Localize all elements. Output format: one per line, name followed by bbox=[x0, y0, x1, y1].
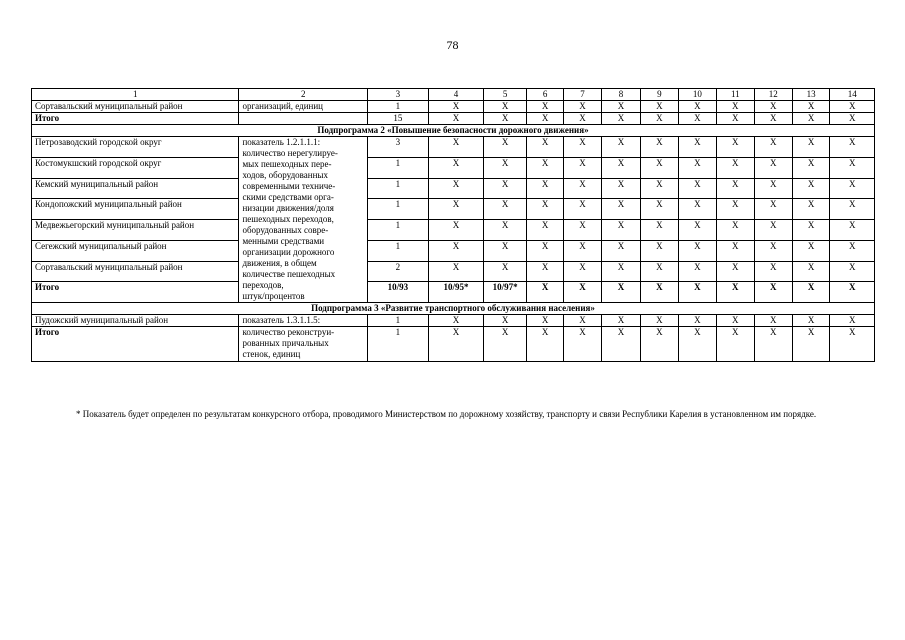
value-cell: X bbox=[792, 220, 829, 241]
value-cell: X bbox=[754, 137, 792, 158]
total-label: Итого bbox=[32, 113, 239, 125]
total-label: Итого bbox=[32, 282, 239, 303]
value-cell: X bbox=[564, 137, 601, 158]
table-row bbox=[32, 101, 875, 113]
district-name: Костомукшский городской округ bbox=[32, 157, 239, 178]
value-cell: X bbox=[564, 327, 601, 362]
value-cell: X bbox=[641, 199, 678, 220]
value-cell: X bbox=[678, 101, 716, 113]
value-cell: X bbox=[792, 199, 829, 220]
value-cell: X bbox=[428, 315, 484, 327]
value-cell: X bbox=[564, 315, 601, 327]
table-body bbox=[32, 89, 875, 362]
value-cell: X bbox=[717, 178, 754, 199]
value-cell: 1 bbox=[367, 327, 428, 362]
value-cell: X bbox=[601, 282, 640, 303]
value-cell: X bbox=[754, 101, 792, 113]
table-row bbox=[32, 157, 875, 178]
district-name: Пудожский муниципальный район bbox=[32, 315, 239, 327]
value-cell: X bbox=[678, 113, 716, 125]
indicator-line: количество нерегулируе- bbox=[242, 148, 338, 158]
value-cell: X bbox=[641, 315, 678, 327]
value-cell: 1 bbox=[367, 157, 428, 178]
value-cell: X bbox=[678, 240, 716, 261]
value-cell: X bbox=[717, 220, 754, 241]
value-cell: X bbox=[601, 240, 640, 261]
value-cell: 1 bbox=[367, 101, 428, 113]
value-cell: X bbox=[830, 101, 875, 113]
indicator-line: движения, в общем bbox=[242, 258, 317, 268]
value-cell: X bbox=[792, 240, 829, 261]
value-cell: X bbox=[526, 178, 563, 199]
value-cell: X bbox=[526, 137, 563, 158]
indicator-line: низации движения/доля bbox=[242, 203, 334, 213]
indicator-line: пешеходных переходов, bbox=[242, 214, 334, 224]
indicator-line: скими средствами орга- bbox=[242, 192, 334, 202]
value-cell: X bbox=[678, 220, 716, 241]
value-cell: X bbox=[641, 113, 678, 125]
value-cell: 1 bbox=[367, 199, 428, 220]
value-cell: X bbox=[484, 113, 527, 125]
value-cell: X bbox=[754, 261, 792, 282]
value-cell: X bbox=[792, 178, 829, 199]
value-cell: X bbox=[830, 315, 875, 327]
column-header: 14 bbox=[830, 89, 875, 101]
value-cell: X bbox=[601, 137, 640, 158]
value-cell: X bbox=[526, 157, 563, 178]
column-header: 6 bbox=[526, 89, 563, 101]
value-cell: 1 bbox=[367, 315, 428, 327]
value-cell: X bbox=[830, 261, 875, 282]
value-cell: X bbox=[601, 220, 640, 241]
value-cell: X bbox=[526, 327, 563, 362]
value-cell: X bbox=[526, 282, 563, 303]
indicator-cell: организаций, единиц bbox=[239, 101, 368, 113]
value-cell: X bbox=[484, 101, 527, 113]
indicator-line: количестве пешеходных bbox=[242, 269, 336, 279]
column-header: 10 bbox=[678, 89, 716, 101]
value-cell: X bbox=[678, 157, 716, 178]
value-cell: 10/97* bbox=[484, 282, 527, 303]
value-cell: X bbox=[484, 178, 527, 199]
table-row bbox=[32, 261, 875, 282]
value-cell: X bbox=[717, 261, 754, 282]
value-cell: X bbox=[717, 157, 754, 178]
value-cell: 3 bbox=[367, 137, 428, 158]
value-cell: X bbox=[526, 220, 563, 241]
value-cell: X bbox=[526, 101, 563, 113]
indicator-description bbox=[239, 137, 368, 303]
value-cell: X bbox=[830, 157, 875, 178]
column-header: 12 bbox=[754, 89, 792, 101]
value-cell: X bbox=[792, 261, 829, 282]
table-row bbox=[32, 220, 875, 241]
page-number: 78 bbox=[446, 38, 459, 52]
column-header: 3 bbox=[367, 89, 428, 101]
value-cell: X bbox=[717, 315, 754, 327]
indicator-cell bbox=[239, 113, 368, 125]
value-cell: X bbox=[564, 261, 601, 282]
value-cell: X bbox=[830, 327, 875, 362]
value-cell: X bbox=[717, 101, 754, 113]
value-cell: X bbox=[428, 261, 484, 282]
value-cell: X bbox=[526, 261, 563, 282]
value-cell: X bbox=[678, 199, 716, 220]
indicator-line: оборудованных совре- bbox=[242, 225, 329, 235]
section-title: Подпрограмма 3 «Развитие транспортного обслуживания населения» bbox=[32, 303, 875, 315]
section-row bbox=[32, 303, 875, 315]
column-header: 9 bbox=[641, 89, 678, 101]
value-cell: X bbox=[484, 261, 527, 282]
column-header: 5 bbox=[484, 89, 527, 101]
column-header: 7 bbox=[564, 89, 601, 101]
value-cell: X bbox=[526, 240, 563, 261]
value-cell: X bbox=[564, 113, 601, 125]
indicator-line: количество реконструи- bbox=[242, 327, 335, 337]
value-cell: X bbox=[641, 101, 678, 113]
indicators-table bbox=[31, 88, 875, 362]
value-cell: X bbox=[792, 282, 829, 303]
value-cell: X bbox=[792, 101, 829, 113]
value-cell: X bbox=[754, 240, 792, 261]
value-cell: X bbox=[601, 178, 640, 199]
indicator-line: современными техниче- bbox=[242, 181, 336, 191]
value-cell: X bbox=[564, 282, 601, 303]
value-cell: X bbox=[428, 137, 484, 158]
value-cell: X bbox=[717, 282, 754, 303]
value-cell: X bbox=[564, 220, 601, 241]
value-cell: 1 bbox=[367, 220, 428, 241]
value-cell: X bbox=[717, 113, 754, 125]
indicator-line: стенок, единиц bbox=[242, 349, 301, 359]
section-row bbox=[32, 125, 875, 137]
value-cell: X bbox=[601, 113, 640, 125]
value-cell: X bbox=[641, 137, 678, 158]
value-cell: X bbox=[564, 157, 601, 178]
value-cell: X bbox=[641, 282, 678, 303]
value-cell: X bbox=[641, 261, 678, 282]
value-cell: X bbox=[717, 137, 754, 158]
district-name: Сегежский муниципальный район bbox=[32, 240, 239, 261]
value-cell: X bbox=[678, 261, 716, 282]
value-cell: X bbox=[754, 113, 792, 125]
value-cell: X bbox=[678, 178, 716, 199]
value-cell: X bbox=[601, 261, 640, 282]
district-name: Кемский муниципальный район bbox=[32, 178, 239, 199]
value-cell: X bbox=[484, 137, 527, 158]
value-cell: X bbox=[564, 240, 601, 261]
total-row bbox=[32, 113, 875, 125]
value-cell: 2 bbox=[367, 261, 428, 282]
value-cell: X bbox=[717, 327, 754, 362]
value-cell: X bbox=[717, 240, 754, 261]
district-name: Медвежьегорский муниципальный район bbox=[32, 220, 239, 241]
value-cell: X bbox=[830, 220, 875, 241]
value-cell: X bbox=[641, 157, 678, 178]
value-cell: X bbox=[564, 101, 601, 113]
value-cell: X bbox=[830, 282, 875, 303]
district-name: Кондопожский муниципальный район bbox=[32, 199, 239, 220]
section-title: Подпрограмма 2 «Повышение безопасности дорожного движения» bbox=[32, 125, 875, 137]
value-cell: X bbox=[678, 327, 716, 362]
value-cell: X bbox=[830, 113, 875, 125]
value-cell: X bbox=[601, 199, 640, 220]
value-cell: X bbox=[484, 157, 527, 178]
value-cell: X bbox=[484, 327, 527, 362]
value-cell: X bbox=[641, 327, 678, 362]
value-cell: X bbox=[754, 157, 792, 178]
value-cell: 10/93 bbox=[367, 282, 428, 303]
value-cell: X bbox=[484, 220, 527, 241]
value-cell: X bbox=[601, 315, 640, 327]
column-header: 2 bbox=[239, 89, 368, 101]
value-cell: X bbox=[428, 157, 484, 178]
value-cell: X bbox=[717, 199, 754, 220]
value-cell: X bbox=[754, 315, 792, 327]
value-cell: X bbox=[428, 113, 484, 125]
value-cell: X bbox=[526, 199, 563, 220]
table-row bbox=[32, 199, 875, 220]
value-cell: X bbox=[792, 113, 829, 125]
value-cell: X bbox=[484, 240, 527, 261]
value-cell: X bbox=[428, 101, 484, 113]
indicator-line: мых пешеходных пере- bbox=[242, 159, 332, 169]
value-cell: X bbox=[830, 178, 875, 199]
value-cell: X bbox=[830, 199, 875, 220]
column-header: 8 bbox=[601, 89, 640, 101]
indicator-line: организации дорожного bbox=[242, 247, 335, 257]
column-header: 4 bbox=[428, 89, 484, 101]
indicator-description bbox=[239, 327, 368, 362]
value-cell: X bbox=[526, 113, 563, 125]
value-cell: X bbox=[428, 220, 484, 241]
value-cell: X bbox=[564, 178, 601, 199]
value-cell: X bbox=[601, 101, 640, 113]
value-cell: X bbox=[754, 199, 792, 220]
value-cell: X bbox=[428, 240, 484, 261]
value-cell: X bbox=[678, 315, 716, 327]
total-row bbox=[32, 282, 875, 303]
value-cell: 15 bbox=[367, 113, 428, 125]
value-cell: X bbox=[754, 327, 792, 362]
value-cell: X bbox=[641, 240, 678, 261]
value-cell: X bbox=[641, 220, 678, 241]
table-row bbox=[32, 137, 875, 158]
value-cell: X bbox=[792, 157, 829, 178]
value-cell: X bbox=[792, 137, 829, 158]
indicator-line: менными средствами bbox=[242, 236, 325, 246]
total-label: Итого bbox=[32, 327, 239, 362]
value-cell: X bbox=[792, 315, 829, 327]
district-name: Петрозаводский городской округ bbox=[32, 137, 239, 158]
value-cell: X bbox=[484, 199, 527, 220]
value-cell: 1 bbox=[367, 178, 428, 199]
value-cell: X bbox=[754, 178, 792, 199]
value-cell: X bbox=[484, 315, 527, 327]
value-cell: X bbox=[526, 315, 563, 327]
value-cell: X bbox=[830, 240, 875, 261]
value-cell: X bbox=[601, 157, 640, 178]
header-row bbox=[32, 89, 875, 101]
indicator-line: рованных причальных bbox=[242, 338, 329, 348]
column-header: 11 bbox=[717, 89, 754, 101]
value-cell: X bbox=[564, 199, 601, 220]
total-row bbox=[32, 327, 875, 362]
table-row bbox=[32, 240, 875, 261]
value-cell: 1 bbox=[367, 240, 428, 261]
value-cell: X bbox=[678, 282, 716, 303]
column-header: 13 bbox=[792, 89, 829, 101]
indicator-line: переходов, bbox=[242, 280, 284, 290]
value-cell: X bbox=[754, 282, 792, 303]
indicator-line: показатель 1.2.1.1.1: bbox=[242, 137, 321, 147]
column-header: 1 bbox=[32, 89, 239, 101]
value-cell: X bbox=[601, 327, 640, 362]
table-row bbox=[32, 178, 875, 199]
indicator-line: ходов, оборудованных bbox=[242, 170, 328, 180]
indicator-line: штук/процентов bbox=[242, 291, 305, 301]
indicator-cell: показатель 1.3.1.1.5: bbox=[239, 315, 368, 327]
table-row bbox=[32, 315, 875, 327]
value-cell: X bbox=[428, 327, 484, 362]
district-name: Сортавальский муниципальный район bbox=[32, 101, 239, 113]
district-name: Сортавальский муниципальный район bbox=[32, 261, 239, 282]
value-cell: X bbox=[641, 178, 678, 199]
value-cell: X bbox=[428, 178, 484, 199]
value-cell: 10/95* bbox=[428, 282, 484, 303]
value-cell: X bbox=[678, 137, 716, 158]
footnote: * Показатель будет определен по результатам конкурсного отбора, проводимого Министерством по дорожному хозяйству, транспорту и связи Республики Карелия в установленном им порядке. bbox=[76, 409, 817, 419]
value-cell: X bbox=[428, 199, 484, 220]
value-cell: X bbox=[830, 137, 875, 158]
value-cell: X bbox=[792, 327, 829, 362]
value-cell: X bbox=[754, 220, 792, 241]
